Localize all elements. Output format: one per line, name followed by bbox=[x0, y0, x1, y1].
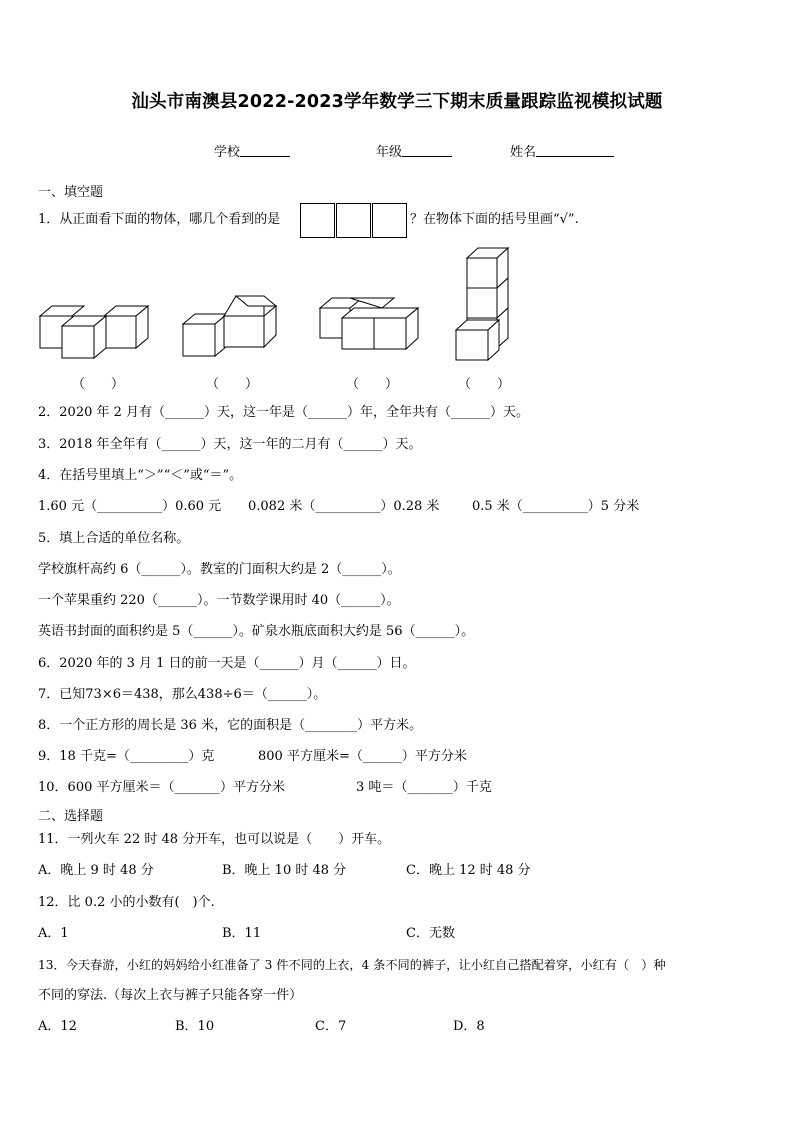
cube-top bbox=[40, 306, 84, 316]
q5-part-b: 一个苹果重约 220（______）。一节数学课用时 40（______）。 bbox=[38, 593, 400, 608]
q1-text-after: ？在物体下面的括号里画“√”. bbox=[410, 212, 579, 227]
cube-figure-2 bbox=[183, 296, 276, 356]
q12-option-c[interactable]: C．无数 bbox=[406, 926, 455, 941]
q1-answer-2[interactable]: （ ） bbox=[206, 377, 259, 392]
page-title: 汕头市南澳县2022-2023学年数学三下期末质量跟踪监视模拟试题 bbox=[131, 92, 663, 112]
q12-option-a[interactable]: A．1 bbox=[38, 926, 69, 941]
q5-part-a: 学校旗杆高约 6（______）。教室的门面积大约是 2（______）。 bbox=[38, 562, 401, 577]
q4-part-c: 0.5 米（__________）5 分米 bbox=[472, 499, 640, 514]
q4-part-a: 1.60 元（__________）0.60 元 bbox=[38, 499, 222, 514]
q10-part-a: 10．600 平方厘米＝（_______）平方分米 bbox=[38, 780, 285, 795]
school-label: 学校 bbox=[214, 145, 241, 160]
q3: 3．2018 年全年有（______）天，这一年的二月有（______）天。 bbox=[38, 437, 422, 452]
cube-face bbox=[62, 326, 94, 358]
section-multiple-choice: 二、选择题 bbox=[38, 809, 104, 824]
q13-line-1: 13．今天春游，小红的妈妈给小红准备了 3 件不同的上衣，4 条不同的裤子，让小红自己搭配着穿，小红有（ ）种 bbox=[38, 958, 666, 972]
q11-option-a[interactable]: A．晚上 9 时 48 分 bbox=[38, 863, 154, 878]
q11-option-c[interactable]: C．晚上 12 时 48 分 bbox=[406, 863, 531, 878]
q12: 12．比 0.2 小的小数有( )个. bbox=[38, 895, 215, 910]
q13-option-b[interactable]: B．10 bbox=[175, 1019, 215, 1034]
q11: 11．一列火车 22 时 48 分开车，也可以说是（ ）开车。 bbox=[38, 832, 391, 847]
q4: 4．在括号里填上“＞”“＜”或“＝”。 bbox=[38, 468, 243, 483]
q2: 2．2020 年 2 月有（______）天，这一年是（______）年，全年共有（______）天。 bbox=[38, 405, 530, 420]
cube-figure-4 bbox=[456, 248, 508, 360]
cube-face bbox=[104, 316, 136, 348]
q10-part-b: 3 吨＝（_______）千克 bbox=[356, 780, 492, 795]
q13-option-d[interactable]: D．8 bbox=[453, 1019, 485, 1034]
cube-figure-1 bbox=[40, 306, 148, 358]
q13-option-c[interactable]: C．7 bbox=[315, 1019, 347, 1034]
q13-line-2: 不同的穿法.（每次上衣与裤子只能各穿一件） bbox=[38, 988, 303, 1003]
name-label: 姓名 bbox=[510, 145, 537, 160]
section-fill-blank: 一、填空题 bbox=[38, 185, 104, 200]
q4-part-b: 0.082 米（__________）0.28 米 bbox=[248, 499, 440, 514]
grade-label: 年级 bbox=[376, 145, 403, 160]
q11-option-b[interactable]: B．晚上 10 时 48 分 bbox=[222, 863, 347, 878]
q5: 5．填上合适的单位名称。 bbox=[38, 531, 190, 546]
q5-part-c: 英语书封面的面积约是 5（______）。矿泉水瓶底面积大约是 56（______）。 bbox=[38, 624, 475, 639]
q9-part-a: 9．18 千克=（_________）克 bbox=[38, 749, 215, 764]
q13-option-a[interactable]: A．12 bbox=[38, 1019, 77, 1034]
q1-answer-3[interactable]: （ ） bbox=[346, 377, 399, 392]
q9-part-b: 800 平方厘米=（______）平方分米 bbox=[258, 749, 467, 764]
q6: 6．2020 年的 3 月 1 日的前一天是（______）月（______）日。 bbox=[38, 656, 416, 671]
q1-answer-4[interactable]: （ ） bbox=[458, 377, 511, 392]
cube-figure-3 bbox=[320, 298, 418, 349]
q1-text-before: 1．从正面看下面的物体，哪几个看到的是 bbox=[38, 212, 281, 227]
cube-figures bbox=[0, 0, 794, 400]
q7: 7．已知73×6＝438，那么438÷6＝（______）。 bbox=[38, 687, 327, 702]
q1-answer-1[interactable]: （ ） bbox=[72, 377, 125, 392]
q8: 8．一个正方形的周长是 36 米，它的面积是（________）平方米。 bbox=[38, 718, 423, 733]
q12-option-b[interactable]: B．11 bbox=[222, 926, 262, 941]
